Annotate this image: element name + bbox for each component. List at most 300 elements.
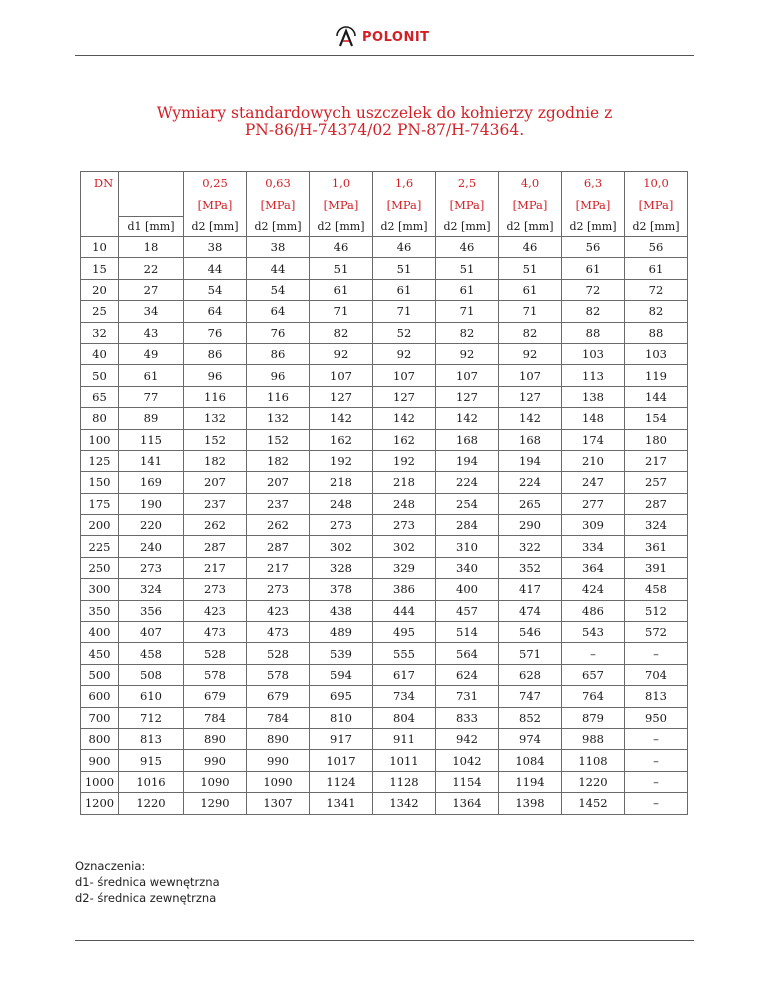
d2-cell: 1290 [184,793,247,814]
d1-cell: 273 [119,557,184,578]
dn-cell: 400 [81,622,119,643]
d2-cell: 138 [562,386,625,407]
dn-cell: 150 [81,472,119,493]
dn-header: DN [81,172,119,217]
d2-header: d2 [mm] [184,217,247,237]
d2-cell: – [625,793,688,814]
d2-header: d2 [mm] [247,217,310,237]
d2-cell: 107 [499,365,562,386]
d2-cell: 142 [436,408,499,429]
brand-name: POLONIT [362,29,430,45]
d2-cell: 192 [310,450,373,471]
d2-cell: 116 [247,386,310,407]
table-row [81,750,688,771]
d2-cell: 96 [247,365,310,386]
d2-cell: 424 [562,579,625,600]
table-row [81,557,688,578]
d2-cell: 64 [247,301,310,322]
d2-cell: 852 [499,707,562,728]
d2-cell: 423 [247,600,310,621]
title-line-1: Wymiary standardowych uszczelek do kołnierzy zgodnie z [156,104,613,122]
d2-cell: 71 [310,301,373,322]
d2-cell: 302 [373,536,436,557]
d2-cell: 248 [310,493,373,514]
pressure-header: 0,63 [MPa] [247,172,310,217]
page-header [0,14,768,54]
table-row [81,386,688,407]
dn-cell: 100 [81,429,119,450]
d1-cell: 43 [119,322,184,343]
d2-cell: 154 [625,408,688,429]
d2-cell: 813 [625,686,688,707]
dn-cell: 80 [81,408,119,429]
pressure-header: 4,0 [MPa] [499,172,562,217]
d2-cell: 974 [499,728,562,749]
pressure-header: 6,3 [MPa] [562,172,625,217]
d2-cell: 103 [562,343,625,364]
d2-cell: 82 [310,322,373,343]
d2-header: d2 [mm] [562,217,625,237]
d2-cell: 182 [184,450,247,471]
d2-cell: 56 [625,237,688,258]
d2-cell: 103 [625,343,688,364]
d2-cell: 1128 [373,771,436,792]
unit-header-row [81,217,688,237]
d1-cell: 61 [119,365,184,386]
d2-cell: 950 [625,707,688,728]
d2-cell: 704 [625,664,688,685]
title-line-2: PN-86/H-74374/02 PN-87/H-74364. [244,121,525,139]
table-row [81,472,688,493]
table-row [81,343,688,364]
dn-cell: 15 [81,258,119,279]
d2-cell: 82 [625,301,688,322]
d2-cell: 1452 [562,793,625,814]
d2-cell: 168 [436,429,499,450]
d2-cell: 51 [499,258,562,279]
d1-cell: 27 [119,279,184,300]
d2-cell: 1194 [499,771,562,792]
polonit-logo-icon [334,22,358,48]
d2-cell: 72 [562,279,625,300]
d2-cell: 207 [184,472,247,493]
d2-cell: 329 [373,557,436,578]
d2-cell: 1108 [562,750,625,771]
pressure-header: 1,0 [MPa] [310,172,373,217]
d2-cell: 731 [436,686,499,707]
d2-cell: 486 [562,600,625,621]
d2-cell: 144 [625,386,688,407]
d2-cell: 444 [373,600,436,621]
d2-cell: 46 [310,237,373,258]
d2-cell: 86 [184,343,247,364]
table-row [81,279,688,300]
d2-cell: 628 [499,664,562,685]
d2-cell: 528 [184,643,247,664]
d2-cell: 192 [373,450,436,471]
d2-cell: 1341 [310,793,373,814]
d2-cell: 571 [499,643,562,664]
d2-cell: 784 [247,707,310,728]
d2-cell: 302 [310,536,373,557]
d1-header: d1 [mm] [119,217,184,237]
d2-cell: 734 [373,686,436,707]
d2-cell: 784 [184,707,247,728]
table-row [81,622,688,643]
d2-cell: 152 [184,429,247,450]
table-row [81,664,688,685]
d2-cell: 127 [499,386,562,407]
d1-cell: 141 [119,450,184,471]
d2-cell: 61 [436,279,499,300]
dn-cell: 225 [81,536,119,557]
d2-cell: 539 [310,643,373,664]
d2-cell: 127 [373,386,436,407]
dn-header-spacer [81,217,119,237]
d2-cell: 52 [373,322,436,343]
d2-cell: 107 [310,365,373,386]
d2-cell: 273 [184,579,247,600]
d1-cell: 18 [119,237,184,258]
d2-cell: 1342 [373,793,436,814]
d2-cell: 265 [499,493,562,514]
d2-cell: 224 [499,472,562,493]
table-row [81,793,688,814]
table-row [81,450,688,471]
d2-cell: 44 [184,258,247,279]
d2-cell: – [562,643,625,664]
d1-cell: 1016 [119,771,184,792]
d2-cell: 495 [373,622,436,643]
dn-cell: 125 [81,450,119,471]
d2-cell: 194 [436,450,499,471]
d2-cell: 82 [436,322,499,343]
d2-cell: 273 [373,515,436,536]
d2-cell: 127 [310,386,373,407]
table-row [81,429,688,450]
d2-cell: – [625,728,688,749]
d2-cell: 457 [436,600,499,621]
d2-cell: 46 [436,237,499,258]
d2-cell: 458 [625,579,688,600]
d2-cell: 92 [373,343,436,364]
d2-cell: 474 [499,600,562,621]
d2-cell: 473 [247,622,310,643]
d2-cell: 88 [625,322,688,343]
d2-cell: 76 [184,322,247,343]
d2-cell: 679 [184,686,247,707]
table-row [81,707,688,728]
table-row [81,579,688,600]
d1-cell: 712 [119,707,184,728]
d1-cell: 356 [119,600,184,621]
d2-cell: 56 [562,237,625,258]
table-row [81,258,688,279]
d2-cell: 917 [310,728,373,749]
d2-cell: 391 [625,557,688,578]
d2-cell: 578 [247,664,310,685]
empty-header-cell [119,172,184,217]
d2-header: d2 [mm] [436,217,499,237]
d1-cell: 169 [119,472,184,493]
pressure-header: 1,6 [MPa] [373,172,436,217]
d2-cell: 217 [184,557,247,578]
table-row [81,301,688,322]
dn-cell: 20 [81,279,119,300]
legend-item-d2: d2- średnica zewnętrzna [75,891,217,905]
d2-cell: 1307 [247,793,310,814]
d2-cell: 287 [247,536,310,557]
d2-cell: 695 [310,686,373,707]
d2-cell: 72 [625,279,688,300]
d2-cell: 54 [184,279,247,300]
d2-cell: 61 [499,279,562,300]
dn-cell: 700 [81,707,119,728]
d2-cell: 489 [310,622,373,643]
d2-cell: 61 [373,279,436,300]
table-row [81,515,688,536]
dn-cell: 200 [81,515,119,536]
d2-cell: 1398 [499,793,562,814]
d1-cell: 240 [119,536,184,557]
dn-cell: 175 [81,493,119,514]
d2-cell: 46 [373,237,436,258]
d2-cell: 890 [184,728,247,749]
dn-cell: 250 [81,557,119,578]
table-row [81,237,688,258]
dn-cell: 900 [81,750,119,771]
d2-cell: 116 [184,386,247,407]
d2-cell: – [625,643,688,664]
table-row [81,493,688,514]
bottom-divider [75,940,694,941]
d2-cell: 1084 [499,750,562,771]
d2-cell: 64 [184,301,247,322]
d2-cell: 51 [310,258,373,279]
d2-cell: 564 [436,643,499,664]
d1-cell: 508 [119,664,184,685]
d2-cell: 51 [436,258,499,279]
d2-cell: 194 [499,450,562,471]
d2-cell: 352 [499,557,562,578]
d2-cell: 162 [310,429,373,450]
d2-cell: 142 [310,408,373,429]
d2-cell: 287 [184,536,247,557]
d2-cell: 364 [562,557,625,578]
d2-cell: 127 [436,386,499,407]
d2-cell: 210 [562,450,625,471]
d2-cell: 309 [562,515,625,536]
d2-cell: 473 [184,622,247,643]
d2-cell: 890 [247,728,310,749]
top-divider [75,55,694,56]
pressure-header: 2,5 [MPa] [436,172,499,217]
d2-cell: 284 [436,515,499,536]
d2-cell: 594 [310,664,373,685]
d2-cell: 287 [625,493,688,514]
d1-cell: 915 [119,750,184,771]
d2-cell: 417 [499,579,562,600]
d2-cell: 990 [247,750,310,771]
d2-cell: 92 [499,343,562,364]
d2-cell: 107 [436,365,499,386]
legend-item-d1: d1- średnica wewnętrzna [75,875,220,889]
dn-cell: 25 [81,301,119,322]
d2-cell: 988 [562,728,625,749]
d1-cell: 220 [119,515,184,536]
d2-cell: 1011 [373,750,436,771]
d2-cell: 217 [625,450,688,471]
d2-header: d2 [mm] [310,217,373,237]
d2-cell: 182 [247,450,310,471]
d2-cell: 764 [562,686,625,707]
d2-cell: 132 [247,408,310,429]
d2-cell: 340 [436,557,499,578]
d2-cell: 168 [499,429,562,450]
gasket-dimensions-table [80,171,688,815]
d2-cell: 310 [436,536,499,557]
d1-cell: 190 [119,493,184,514]
d2-cell: 217 [247,557,310,578]
table-row [81,408,688,429]
d2-cell: 1124 [310,771,373,792]
pressure-header-row [81,172,688,217]
d2-header: d2 [mm] [373,217,436,237]
d2-cell: 237 [247,493,310,514]
d2-cell: 82 [562,301,625,322]
d2-cell: 1090 [184,771,247,792]
d2-cell: 1220 [562,771,625,792]
polonit-logo [334,22,430,48]
dn-cell: 300 [81,579,119,600]
d2-cell: 617 [373,664,436,685]
d2-cell: 1090 [247,771,310,792]
d2-cell: 86 [247,343,310,364]
d2-cell: 990 [184,750,247,771]
d2-cell: 142 [499,408,562,429]
d2-cell: 237 [184,493,247,514]
d2-cell: 942 [436,728,499,749]
table-row [81,365,688,386]
d2-cell: 911 [373,728,436,749]
d2-cell: 180 [625,429,688,450]
d2-cell: 61 [562,258,625,279]
d2-cell: 82 [499,322,562,343]
d2-cell: 361 [625,536,688,557]
dn-cell: 500 [81,664,119,685]
d2-cell: 1042 [436,750,499,771]
dn-cell: 800 [81,728,119,749]
dn-cell: 40 [81,343,119,364]
dn-cell: 10 [81,237,119,258]
d2-cell: 218 [373,472,436,493]
dn-cell: 50 [81,365,119,386]
d2-cell: 528 [247,643,310,664]
d2-cell: 142 [373,408,436,429]
d1-cell: 1220 [119,793,184,814]
page-title [75,105,694,139]
d2-cell: 277 [562,493,625,514]
d2-cell: 248 [373,493,436,514]
table-row [81,322,688,343]
d2-cell: 174 [562,429,625,450]
d2-cell: – [625,750,688,771]
d2-cell: 747 [499,686,562,707]
d2-cell: 51 [373,258,436,279]
d2-cell: 92 [436,343,499,364]
d2-header: d2 [mm] [625,217,688,237]
legend [75,858,220,906]
d2-cell: 578 [184,664,247,685]
table-row [81,686,688,707]
d2-cell: – [625,771,688,792]
d2-cell: 624 [436,664,499,685]
d2-cell: 833 [436,707,499,728]
d2-cell: 61 [625,258,688,279]
dn-cell: 450 [81,643,119,664]
d2-cell: 119 [625,365,688,386]
d2-cell: 218 [310,472,373,493]
d2-cell: 46 [499,237,562,258]
d2-cell: 657 [562,664,625,685]
d2-cell: 879 [562,707,625,728]
dn-cell: 350 [81,600,119,621]
d2-cell: 61 [310,279,373,300]
dn-cell: 65 [81,386,119,407]
d2-cell: 810 [310,707,373,728]
dn-cell: 1000 [81,771,119,792]
table-row [81,600,688,621]
d2-cell: 262 [247,515,310,536]
d2-cell: 543 [562,622,625,643]
d1-cell: 115 [119,429,184,450]
dn-cell: 1200 [81,793,119,814]
d2-cell: 162 [373,429,436,450]
d1-cell: 22 [119,258,184,279]
dn-cell: 600 [81,686,119,707]
d1-cell: 813 [119,728,184,749]
d2-cell: 438 [310,600,373,621]
d2-cell: 38 [247,237,310,258]
d2-cell: 1154 [436,771,499,792]
d1-cell: 77 [119,386,184,407]
d2-cell: 71 [373,301,436,322]
d2-cell: 88 [562,322,625,343]
table-body [81,237,688,815]
d2-cell: 262 [184,515,247,536]
d2-cell: 207 [247,472,310,493]
d2-cell: 512 [625,600,688,621]
dn-cell: 32 [81,322,119,343]
d2-cell: 290 [499,515,562,536]
d1-cell: 324 [119,579,184,600]
d2-cell: 423 [184,600,247,621]
d2-cell: 92 [310,343,373,364]
d2-cell: 378 [310,579,373,600]
d2-cell: 257 [625,472,688,493]
d2-cell: 555 [373,643,436,664]
d2-cell: 572 [625,622,688,643]
d2-cell: 273 [247,579,310,600]
d2-cell: 386 [373,579,436,600]
table-row [81,728,688,749]
d2-cell: 247 [562,472,625,493]
legend-title: Oznaczenia: [75,859,146,873]
d2-cell: 254 [436,493,499,514]
d1-cell: 610 [119,686,184,707]
table-row [81,536,688,557]
d2-cell: 334 [562,536,625,557]
